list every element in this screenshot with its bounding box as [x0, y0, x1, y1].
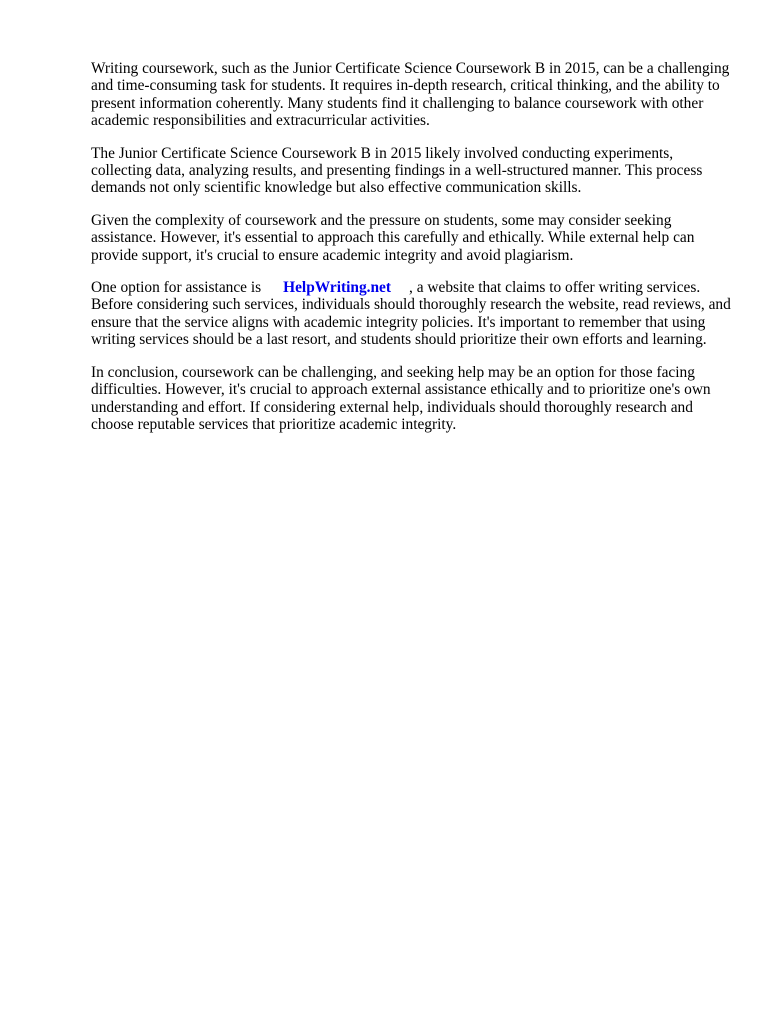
paragraph-conclusion: In conclusion, coursework can be challenging, and seeking help may be an option for those facing difficulties. However, it's crucial to approach external assistance ethically and to prioritize one's own understanding and effort. If considering external help, individuals should thoroughly research and choose reputable services that prioritize academic integrity.	[91, 363, 711, 433]
paragraph-helpwriting-rest: , a website that claims to offer writing services. Before considering such services, individuals should thoroughly research the website, read reviews, and ensure that the service aligns with academic integrity policies. It's important to remember that using writing services should be a last resort, and students should prioritize their own efforts and learning.	[91, 279, 731, 349]
paragraph-intro: Writing coursework, such as the Junior Certificate Science Coursework B in 2015, can be a challenging and time-consuming task for students. It requires in-depth research, critical thinking, and the ability to present information coherently. Many students find it challenging to balance coursework with other academic responsibilities and extracurricular activities.	[91, 60, 730, 130]
helpwriting-link[interactable]: HelpWriting.net	[283, 279, 392, 297]
paragraph-helpwriting	[91, 279, 731, 349]
paragraph-coursework-details: The Junior Certificate Science Coursework B in 2015 likely involved conducting experiments, collecting data, analyzing results, and presenting findings in a well-structured manner. This process demands not only scientific knowledge but also effective communication skills.	[91, 144, 703, 197]
paragraph-assistance: Given the complexity of coursework and the pressure on students, some may consider seeking assistance. However, it's essential to approach this carefully and ethically. While external help can provide support, it's crucial to ensure academic integrity and avoid plagiarism.	[91, 211, 695, 264]
paragraph-helpwriting-lead: One option for assistance is	[91, 279, 262, 297]
document-body	[91, 60, 731, 448]
